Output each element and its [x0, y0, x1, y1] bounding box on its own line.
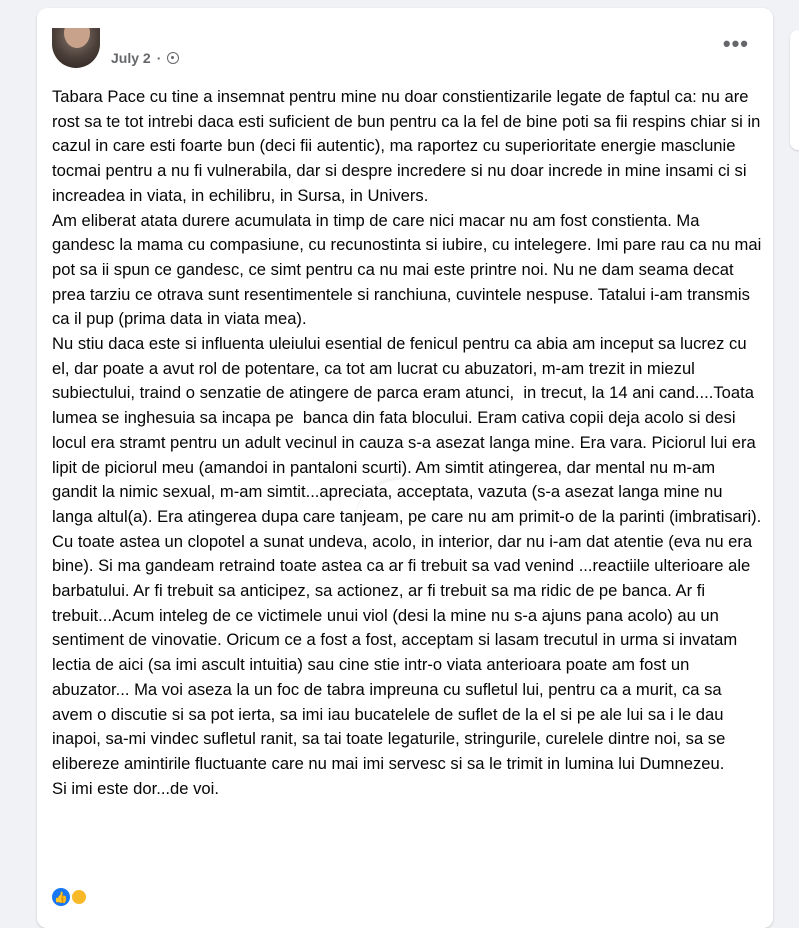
like-icon: 👍: [52, 888, 70, 906]
reactions-bar[interactable]: [52, 888, 88, 906]
care-icon: [70, 888, 88, 906]
meta-separator: ·: [156, 50, 162, 66]
avatar[interactable]: [52, 28, 100, 68]
post-body-text: Tabara Pace cu tine a insemnat pentru mine nu doar constientizarile legate de faptul ca: nu are rost sa te tot intrebi daca esti suficient de bun pentru ca la fel de bine poti sa fii respins chiar si in cazul in care esti foarte bun (deci fii autentic), ma raportez cu superioritate energie masclunie tocmai pentru a nu fi vulnerabila, dar si despre incredere si nu doar increde in mine insami ci si increadea in viata, in echilibru, in Sursa, in Univers. Am eliberat atata durere acumulata in timp de care nici macar nu am fost constienta. Ma gandesc la mama cu compasiune, cu recunostinta si iubire, cu intelegere. Imi pare rau ca nu mai pot sa ii spun ce gandesc, ce simt pentru ca nu mai este printre noi. Nu ne dam seama decat prea tarziu ce otrava sunt resentimentele si ranchiuna, cuvintele nespuse. Tatalui i-am transmis ca il pup (prima data in viata mea). Nu stiu daca este si influenta uleiului esential de fenicul pentru ca abia am inceput sa lucrez cu el, dar poate a avut rol de potentare, ca tot am lucrat cu abuzatori, m-am trezit in miezul subiectului, traind o senzatie de atingere de parca eram atunci, in trecut, la 14 ani cand....Toata lumea se inghesuia sa incapa pe banca din fata blocului. Eram cativa copii deja acolo si desi locul era stramt pentru un adult vecinul in cauza s-a asezat langa mine. Era vara. Piciorul lui era lipit de piciorul meu (amandoi in pantaloni scurti). Am simtit atingerea, dar mental nu m-am gandit la nimic sexual, m-am simtit...apreciata, acceptata, vazuta (s-a asezat langa mine nu langa altul(a). Era atingerea dupa care tanjeam, pe care nu am primit-o de la parinti (imbratisari). Cu toate astea un clopotel a sunat undeva, acolo, in interior, dar nu i-am dat atentie (eva nu era bine). Si ma gandeam retraind toate astea ca ar fi trebuit sa vad venind ...reactiile ulterioare ale barbatului. Ar fi trebuit sa anticipez, sa actionez, ar fi trebuit sa ma ridic de pe banca. Ar fi trebuit...Acum inteleg de ce victimele unui viol (desi la mine nu s-a ajuns pana acolo) au un sentiment de vinovatie. Oricum ce a fost a fost, acceptam si lasam trecutul in urma si invatam lectia de aici (sa imi ascult intuitia) sau cine stie intr-o viata anterioara poate am fost un abuzator... Ma voi aseza la un foc de tabra impreuna cu sufletul lui, pentru ca a murit, ca sa avem o discutie si sa pot ierta, sa imi iau bucatelele de suflet de la el si pe ale lui sa i le dau inapoi, sa-mi vindec sufletul ranit, sa tai toate legaturile, stringurile, curelele dintre noi, sa se elibereze amintirile fluctuante care nu mai imi servesc si sa le trimit in lumina lui Dumnezeu. Si imi este dor...de voi.: [52, 87, 762, 798]
more-options-button[interactable]: •••: [722, 31, 749, 56]
globe-icon: [167, 52, 179, 64]
avatar-face: [64, 28, 90, 48]
post-header: [37, 8, 773, 78]
post-meta: [111, 50, 179, 66]
post-date[interactable]: July 2: [111, 50, 151, 66]
post-card: [37, 8, 773, 928]
adjacent-panel-edge: [790, 30, 799, 150]
